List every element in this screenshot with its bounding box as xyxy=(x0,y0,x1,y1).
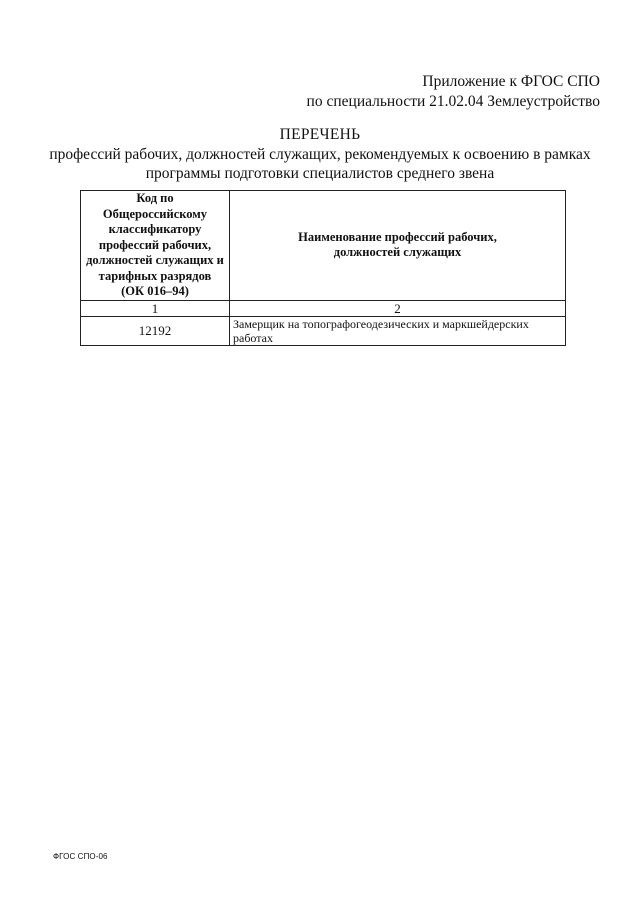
appendix-note xyxy=(307,72,600,112)
title-line-2: программы подготовки специалистов среднего звена xyxy=(145,165,495,182)
column-number-row xyxy=(81,300,566,316)
header-code-line: тарифных разрядов xyxy=(98,268,212,283)
row-name-line: Замерщик на топографогеодезических и маркшейдерских xyxy=(233,316,529,331)
row-code: 12192 xyxy=(81,316,230,345)
table-row xyxy=(81,316,566,345)
header-code-line: (ОК 016–94) xyxy=(121,284,189,298)
header-code xyxy=(81,191,230,301)
appendix-line-1: Приложение к ФГОС СПО xyxy=(422,73,600,90)
header-code-line: Код по xyxy=(136,191,174,205)
column-number-2: 2 xyxy=(230,300,566,316)
footer-label: ФГОС СПО-06 xyxy=(53,852,108,861)
title-heading: ПЕРЕЧЕНЬ xyxy=(279,126,361,143)
header-code-line: Общероссийскому xyxy=(102,206,208,221)
column-number-1: 1 xyxy=(81,300,230,316)
table-header-row xyxy=(81,191,566,301)
header-name-line: должностей служащих xyxy=(333,245,462,260)
row-name-line: работах xyxy=(233,330,273,345)
header-code-line: профессий рабочих, xyxy=(98,237,212,252)
header-code-line: классификатору xyxy=(108,222,202,236)
title-line-1: профессий рабочих, должностей служащих, рекомендуемых к освоению в рамках xyxy=(49,146,591,163)
document-title xyxy=(40,125,600,183)
header-name-line: Наименование профессий рабочих, xyxy=(298,229,497,244)
header-code-line: должностей служащих и xyxy=(86,253,224,267)
professions-table xyxy=(80,190,566,346)
appendix-line-2: по специальности 21.02.04 Землеустройство xyxy=(306,93,600,110)
row-name xyxy=(230,316,566,345)
header-name xyxy=(230,191,566,301)
